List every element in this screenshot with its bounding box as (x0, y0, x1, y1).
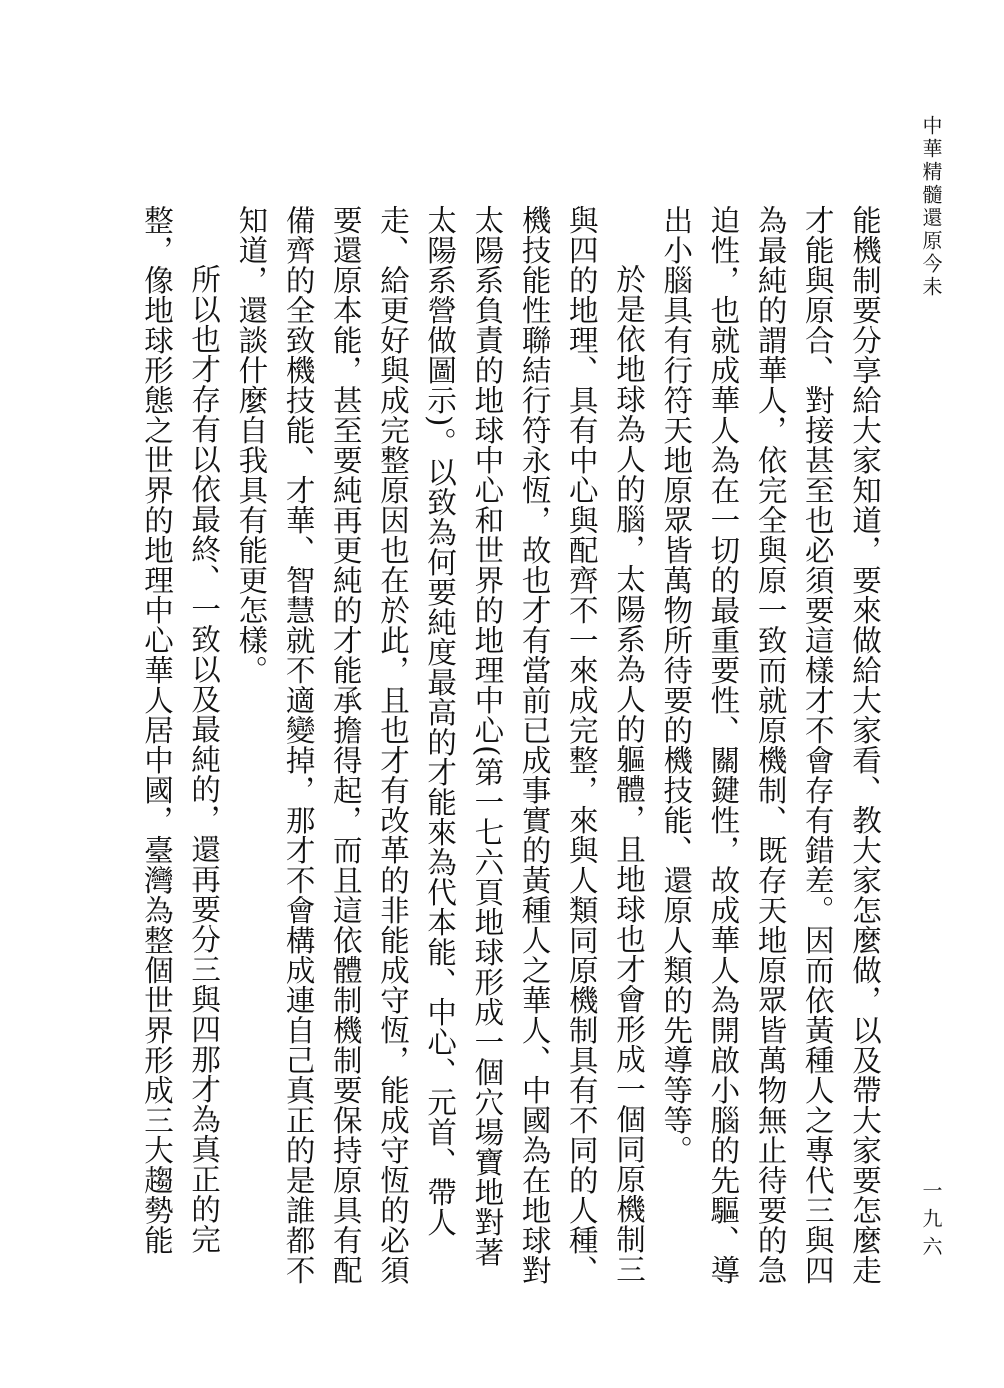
text-column: 太陽系營做圖示)。以致為何要純度最高的才能來為代本能、中心、元首、帶人 (423, 205, 458, 1238)
text-column: 才能與原合、對接甚至也必須要這樣才不會存有錯差。因而依黃種人之專代三與四 (800, 205, 835, 1285)
text-column: 機技能性聯結行符永恆，故也才有當前已成事實的黃種人之華人、中國為在地球對 (517, 205, 552, 1285)
text-column: 能機制要分享給大家知道，要來做給大家看、教大家怎麼做，以及帶大家要怎麼走 (848, 205, 882, 1285)
body-text (128, 205, 888, 1305)
text-column-paragraph-start: 於是依地球為人的腦，太陽系為人的軀體，且地球也才會形成一個同原機制三 (611, 264, 646, 1284)
text-column: 迫性，也就成華人為在一切的最重要性、關鍵性，故成華人為開啟小腦的先驅、導 (706, 205, 741, 1285)
text-column-paragraph-start: 所以也才存有以依最終、一致以及最純的，還再要分三與四那才為真正的完 (187, 264, 222, 1254)
text-column: 走、給更好與成完整原因也在於此，且也才有改革的非能成守恆，能成守恆的必須 (375, 205, 410, 1285)
text-column: 要還原本能，甚至要純再更純的才能承擔得起，而且這依體制機制要保持原具有配 (328, 205, 363, 1285)
running-header-title: 中華精髓還原今未 (919, 115, 943, 299)
text-column: 整，像地球形態之世界的地理中心華人居中國，臺灣為整個世界形成三大趨勢能 (139, 205, 174, 1255)
page-number: 一九六 (919, 1180, 943, 1264)
text-column: 出小腦具有行符天地原眾皆萬物所待要的機技能、還原人類的先導等等。 (659, 205, 694, 1165)
text-column: 知道，還談什麼自我具有能更怎樣。 (234, 205, 269, 685)
text-column: 為最純的謂華人，依完全與原一致而就原機制、既存天地原眾皆萬物無止待要的急 (753, 205, 788, 1285)
text-column: 太陽系負責的地球中心和世界的地理中心(第一七六頁地球形成一個穴場寶地對著 (470, 205, 505, 1268)
text-column: 備齊的全致機技能、才華、智慧就不適變掉，那才不會構成連自己真正的是誰都不 (281, 205, 316, 1285)
text-column: 與四的地理、具有中心與配齊不一來成完整，來與人類同原機制具有不同的人種、 (564, 205, 599, 1285)
